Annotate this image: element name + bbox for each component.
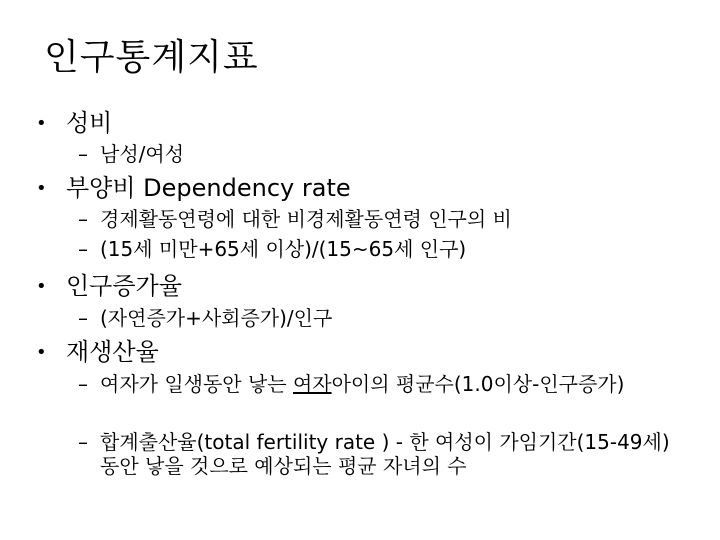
sub-bullet-dash: – xyxy=(78,237,88,261)
bullet-dependency-rate xyxy=(36,173,351,204)
slide-title: 인구통계지표 xyxy=(44,37,259,78)
sub-bullet-text: (자연증가+사회증가)/인구 xyxy=(100,306,333,330)
sub-bullet xyxy=(78,372,678,396)
sub-bullet-text-start: 여자가 일생동안 낳는 xyxy=(100,372,293,396)
sub-bullet-dash: – xyxy=(78,142,88,166)
bullet-text: 부양비 Dependency rate xyxy=(66,174,351,202)
bullet-text: 인구증가율 xyxy=(66,272,182,300)
bullet-sex-ratio xyxy=(36,108,112,139)
sub-bullet-text: 합계출산율(total fertility rate ) - 한 여성이 가임기간(15-49세) 동안 낳을 것으로 예상되는 평균 자녀의 수 xyxy=(100,430,670,478)
sub-bullet xyxy=(78,237,466,261)
bullet-reproduction-rate xyxy=(36,337,159,368)
bullet-text: 재생산율 xyxy=(66,338,159,366)
sub-bullet-dash: – xyxy=(78,306,88,330)
sub-bullet xyxy=(78,142,184,166)
underlined-word: 여자 xyxy=(292,372,332,396)
bullet-dot: • xyxy=(36,178,47,199)
bullet-population-growth xyxy=(36,271,182,302)
bullet-dot: • xyxy=(36,113,47,134)
sub-bullet-text: (15세 미만+65세 이상)/(15~65세 인구) xyxy=(100,237,467,261)
sub-bullet xyxy=(78,430,678,478)
sub-bullet-dash: – xyxy=(78,430,88,454)
bullet-dot: • xyxy=(36,276,47,297)
sub-bullet xyxy=(78,207,512,231)
sub-bullet-text: 경제활동연령에 대한 비경제활동연령 인구의 비 xyxy=(100,207,512,231)
bullet-dot: • xyxy=(36,342,47,363)
sub-bullet-text-end: 아이의 평균수(1.0이상-인구증가) xyxy=(331,372,625,396)
sub-bullet xyxy=(78,306,332,330)
sub-bullet-text xyxy=(78,372,678,396)
bullet-text: 성비 xyxy=(66,109,113,137)
sub-bullet-dash: – xyxy=(78,207,88,231)
sub-bullet-dash: – xyxy=(78,372,88,396)
sub-bullet-text: 남성/여성 xyxy=(100,142,185,166)
